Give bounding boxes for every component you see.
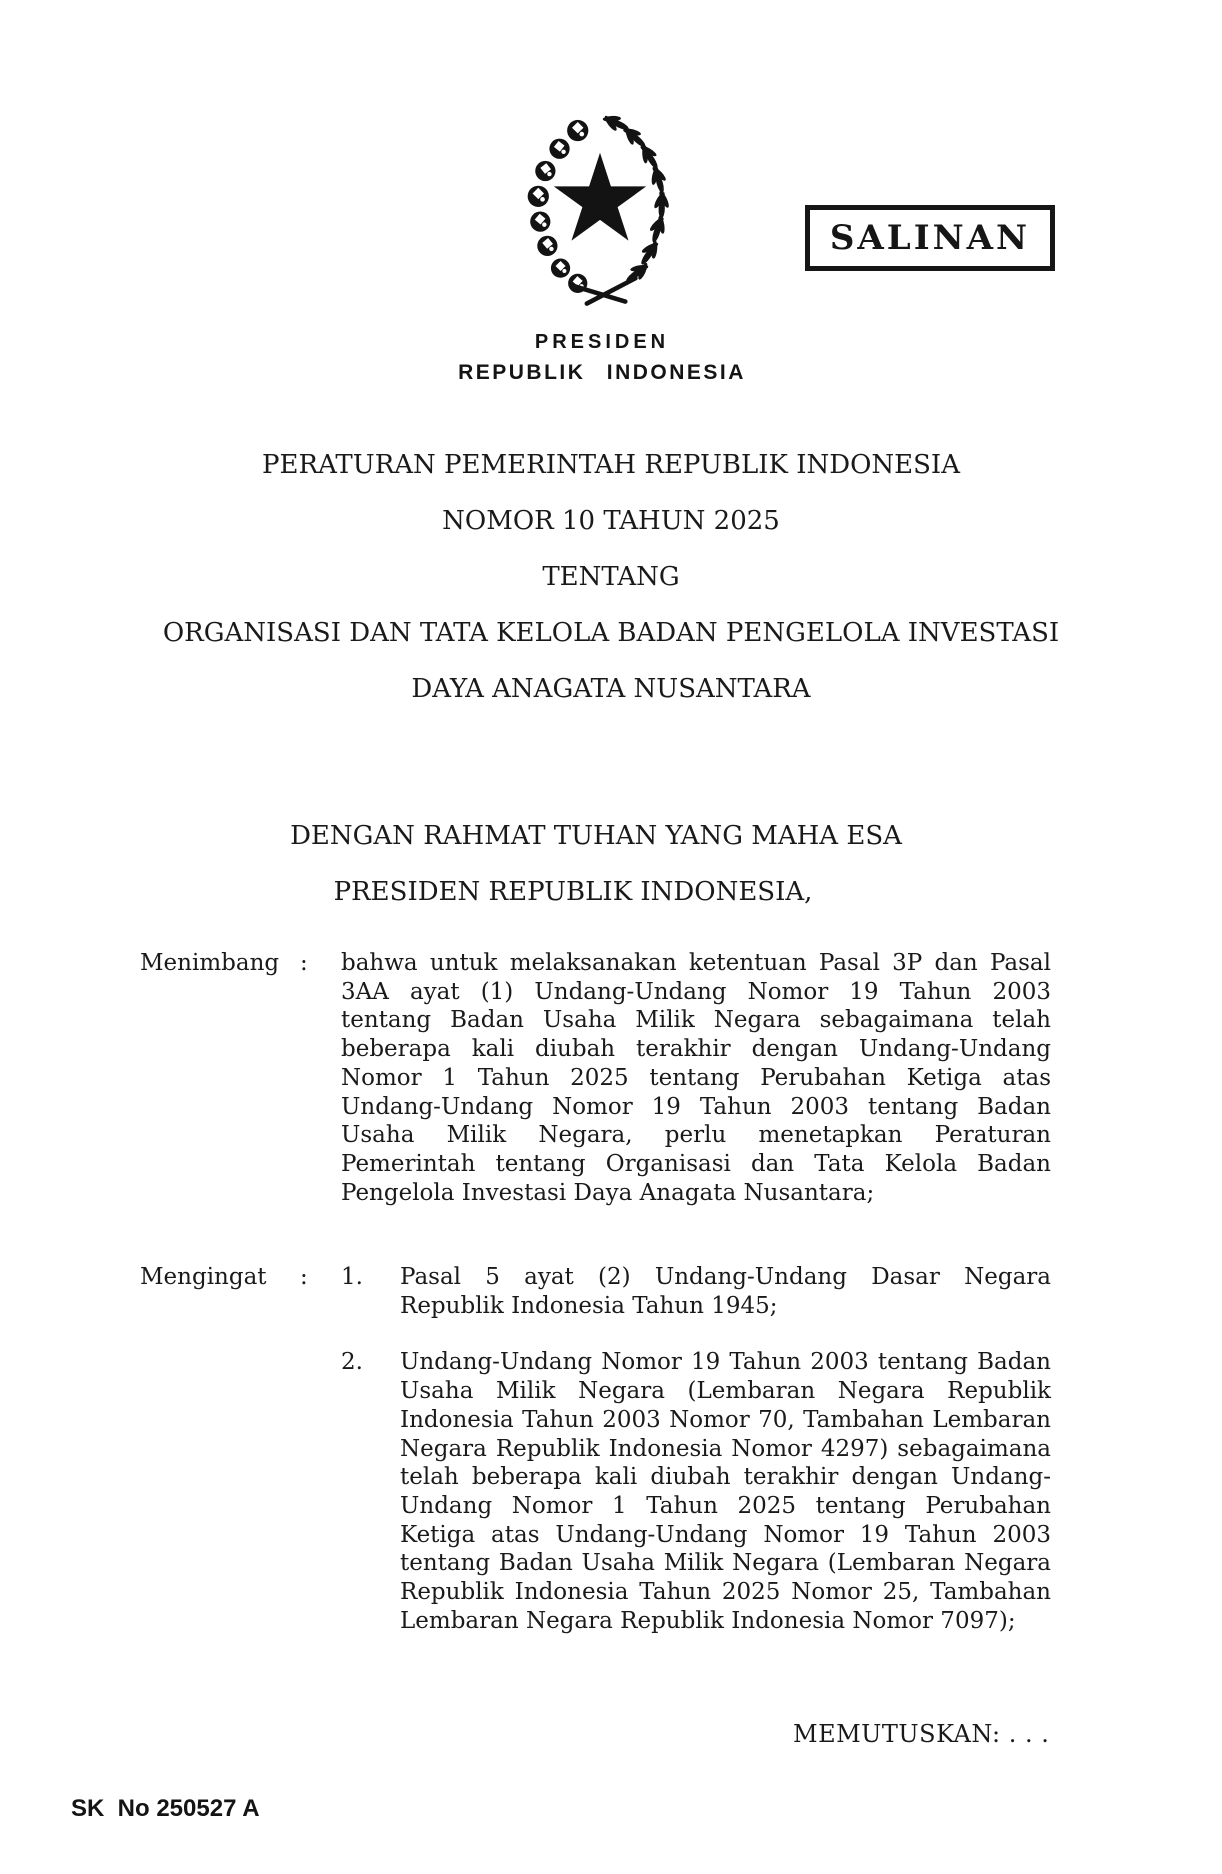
menimbang-label: Menimbang xyxy=(140,950,280,976)
salinan-stamp-label: SALINAN xyxy=(829,218,1031,258)
cotton-branch xyxy=(528,120,589,293)
title-line-5: DAYA ANAGATA NUSANTARA xyxy=(411,674,811,704)
mengingat-item-2-text: Undang-Undang Nomor 19 Tahun 2003 tentang Badan Usaha Milik Negara (Lembaran Negara Republik Indonesia Tahun 2003 Nomor 70, Tambahan Lembaran Negara Republik Indonesia Nomor 4297) sebagaimana telah beberapa kali diubah terakhir dengan Undang-Undang Nomor 1 Tahun 2025 tentang Perubahan Ketiga atas Undang-Undang Nomor 19 Tahun 2003 tentang Badan Usaha Milik Negara (Lembaran Negara Republik Indonesia Tahun 2025 Nomor 25, Tambahan Lembaran Negara Republik Indonesia Nomor 7097); xyxy=(400,1349,1051,1634)
title-line-1: PERATURAN PEMERINTAH REPUBLIK INDONESIA xyxy=(262,450,960,480)
title-line-2: NOMOR 10 TAHUN 2025 xyxy=(442,506,780,536)
mengingat-item-1 xyxy=(341,1263,1051,1320)
invocation-line: DENGAN RAHMAT TUHAN YANG MAHA ESA xyxy=(290,821,902,851)
menimbang-text: bahwa untuk melaksanakan ketentuan Pasal 3P dan Pasal 3AA ayat (1) Undang-Undang Nomor 19 Tahun 2003 tentang Badan Usaha Milik Negara sebagaimana telah beberapa kali diubah terakhir dengan Undang-Undang Nomor 1 Tahun 2025 tentang Perubahan Ketiga atas Undang-Undang Nomor 19 Tahun 2003 tentang Badan Usaha Milik Negara, perlu menetapkan Peraturan Pemerintah tentang Organisasi dan Tata Kelola Badan Pengelola Investasi Daya Anagata Nusantara; xyxy=(341,950,1051,1206)
mengingat-colon: : xyxy=(300,1264,308,1290)
menimbang-clause xyxy=(140,949,1051,1207)
mengingat-clause xyxy=(140,1263,1051,1635)
mengingat-item-1-number: 1. xyxy=(341,1264,363,1290)
regulation-title xyxy=(0,450,1222,730)
memutuskan-catchword: MEMUTUSKAN: . . . xyxy=(793,1720,1050,1748)
menimbang-colon: : xyxy=(300,950,308,976)
mengingat-item-2 xyxy=(341,1348,1051,1635)
mengingat-item-2-number: 2. xyxy=(341,1349,363,1376)
mengingat-item-1-text: Pasal 5 ayat (2) Undang-Undang Dasar Negara Republik Indonesia Tahun 1945; xyxy=(400,1264,1051,1319)
presidential-star-wreath-emblem-icon xyxy=(514,108,686,316)
authority-line: PRESIDEN REPUBLIK INDONESIA, xyxy=(333,877,813,907)
sk-number-code: SK No 250527 A xyxy=(71,1795,260,1822)
letterhead-republik-indonesia: REPUBLIK INDONESIA xyxy=(458,361,746,384)
title-line-3: TENTANG xyxy=(542,562,680,592)
letterhead xyxy=(0,331,1204,385)
mengingat-label: Mengingat xyxy=(140,1264,267,1290)
title-line-4: ORGANISASI DAN TATA KELOLA BADAN PENGELOLA INVESTASI xyxy=(162,618,1060,648)
salinan-stamp xyxy=(805,205,1055,271)
letterhead-presiden: PRESIDEN xyxy=(534,331,670,353)
